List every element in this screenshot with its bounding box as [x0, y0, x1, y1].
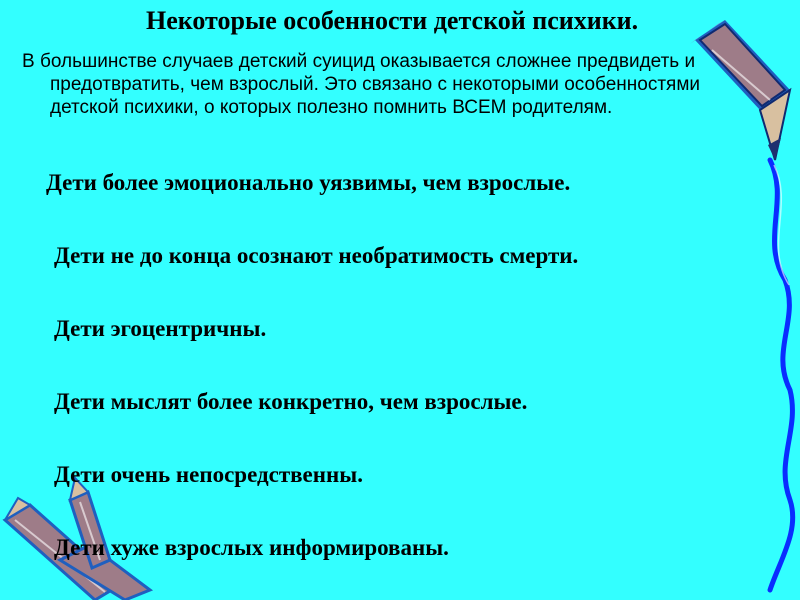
- point-item: Дети очень непосредственны.: [54, 462, 363, 487]
- slide-title: Некоторые особенности детской психики.: [146, 6, 639, 35]
- point-item: Дети более эмоционально уязвимы, чем взрослые.: [46, 170, 571, 195]
- point-item: Дети мыслят более конкретно, чем взрослые.: [54, 389, 528, 414]
- blue-squiggle: [770, 160, 793, 590]
- intro-paragraph: В большинстве случаев детский суицид оказывается сложнее предвидеть и предотвратить, чем взрослый. Это связано с некоторыми особенностями детской психики, о которых полезно помнить ВСЕМ родителям.: [22, 51, 700, 118]
- point-item: Дети не до конца осознают необратимость смерти.: [54, 243, 579, 268]
- point-item: Дети эгоцентричны.: [54, 316, 267, 341]
- point-item: Дети хуже взрослых информированы.: [54, 535, 449, 560]
